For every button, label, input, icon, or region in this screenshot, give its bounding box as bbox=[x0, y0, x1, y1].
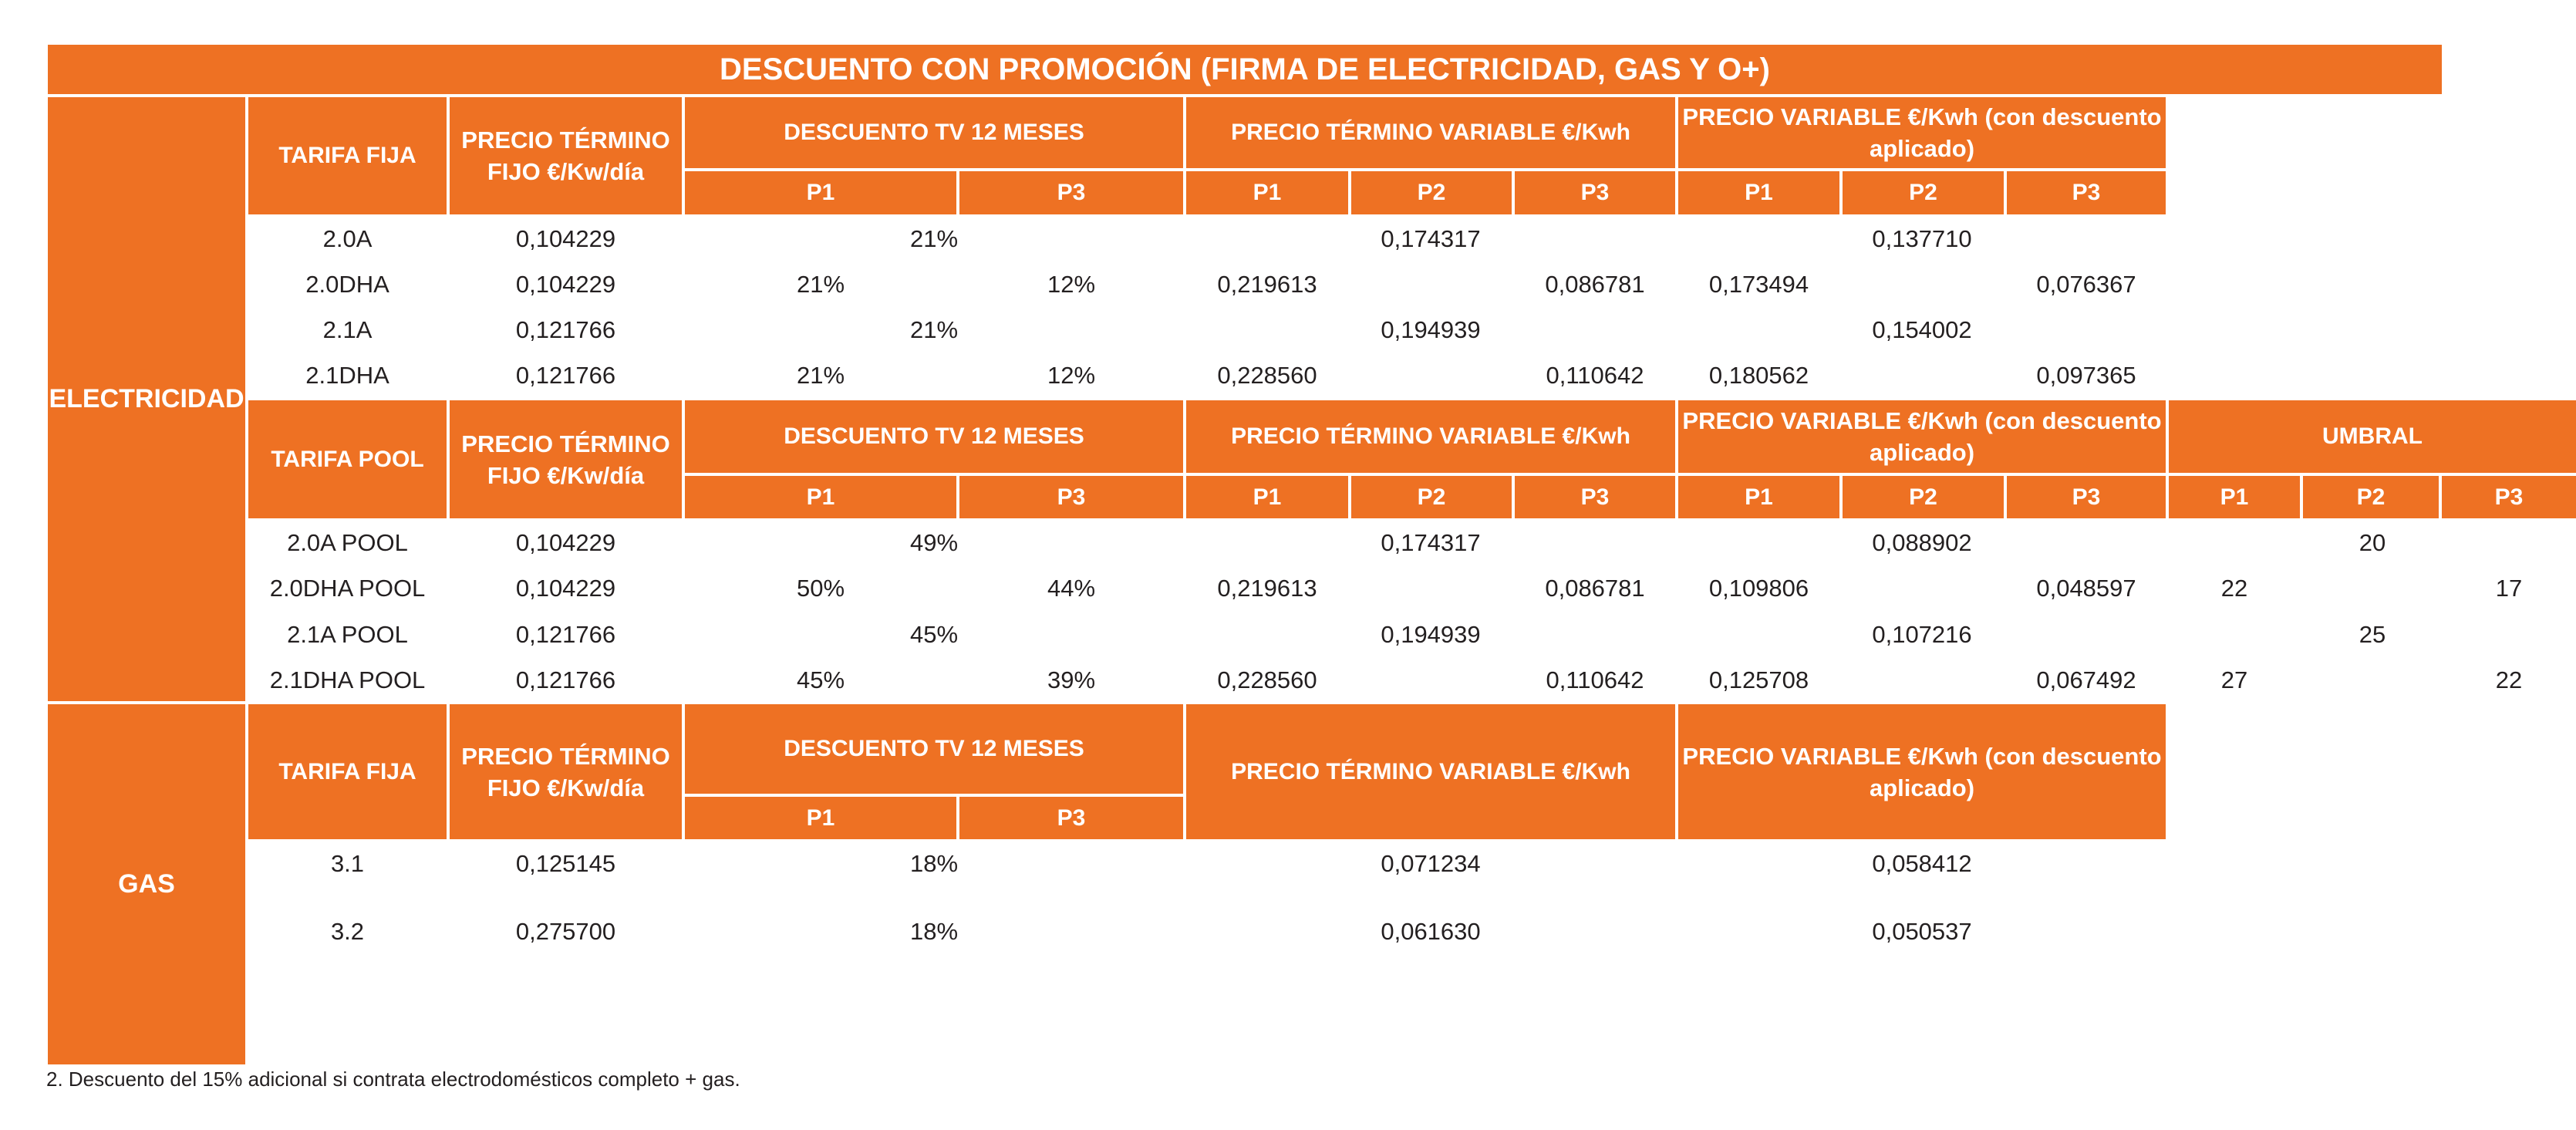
gas-fija-row-tarifa: 3.1 bbox=[248, 842, 447, 885]
elec-pool-row-umbral-p3: 17 bbox=[2442, 567, 2576, 610]
gas-fija-row-precio-fijo: 0,125145 bbox=[450, 842, 682, 885]
header-p1: P1 bbox=[685, 476, 956, 518]
elec-pool-row-umbral: 20 bbox=[2169, 521, 2576, 564]
elec-fija-row-tarifa: 2.0DHA bbox=[248, 264, 447, 305]
elec-fija-row-precio-fijo: 0,104229 bbox=[450, 264, 682, 305]
elec-fija-row-variable-p2 bbox=[1351, 354, 1512, 397]
elec-pool-row-variable-p2 bbox=[1351, 567, 1512, 610]
header-p1: P1 bbox=[1186, 476, 1348, 518]
header-precio-fijo: PRECIO TÉRMINO FIJO €/Kw/día bbox=[450, 704, 682, 839]
header-precio-descuento: PRECIO VARIABLE €/Kwh (con descuento aplicado) bbox=[1678, 400, 2166, 473]
header-p3: P3 bbox=[1515, 476, 1675, 518]
gas-fija-row-descuento: 18% bbox=[685, 842, 1183, 885]
header-p3: P3 bbox=[1515, 171, 1675, 214]
elec-pool-row-descuento-p3: 39% bbox=[959, 659, 1183, 701]
elec-pool-row-precio-descuento: 0,088902 bbox=[1678, 521, 2166, 564]
elec-pool-row-descuento-p1: 50% bbox=[685, 567, 956, 610]
header-p3: P3 bbox=[959, 476, 1183, 518]
elec-fija-row-variable-p1: 0,228560 bbox=[1186, 354, 1348, 397]
gas-fija-row-precio-descuento: 0,058412 bbox=[1678, 842, 2166, 885]
header-tarifa-fija: TARIFA FIJA bbox=[248, 704, 447, 839]
gas-fija-row-tarifa: 3.2 bbox=[248, 889, 447, 974]
elec-pool-row-umbral: 25 bbox=[2169, 613, 2576, 656]
gas-fija-row-precio-fijo: 0,275700 bbox=[450, 889, 682, 974]
elec-pool-row-descuento-p2-precio bbox=[1843, 659, 2004, 701]
elec-fija-row-descuento-p1-precio: 0,173494 bbox=[1678, 264, 1839, 305]
header-p3: P3 bbox=[959, 171, 1183, 214]
elec-pool-row-precio-fijo: 0,121766 bbox=[450, 659, 682, 701]
elec-fija-row-precio-fijo: 0,121766 bbox=[450, 309, 682, 351]
elec-fija-row-precio-fijo: 0,104229 bbox=[450, 218, 682, 261]
elec-fija-row-precio-descuento: 0,154002 bbox=[1678, 309, 2166, 351]
elec-pool-row-tarifa: 2.0A POOL bbox=[248, 521, 447, 564]
elec-pool-row-precio-fijo: 0,121766 bbox=[450, 613, 682, 656]
elec-fija-row-tarifa: 2.1A bbox=[248, 309, 447, 351]
gas-label: GAS bbox=[48, 704, 245, 1064]
elec-fija-row-tarifa: 2.1DHA bbox=[248, 354, 447, 397]
elec-pool-row-precio-descuento: 0,107216 bbox=[1678, 613, 2166, 656]
elec-fija-row-descuento: 21% bbox=[685, 309, 1183, 351]
table-title: DESCUENTO CON PROMOCIÓN (FIRMA DE ELECTRICIDAD, GAS Y O+) bbox=[48, 45, 2442, 94]
elec-pool-row-umbral-p2 bbox=[2303, 659, 2439, 701]
elec-fija-row-precio-variable: 0,194939 bbox=[1186, 309, 1675, 351]
header-precio-variable: PRECIO TÉRMINO VARIABLE €/Kwh bbox=[1186, 400, 1675, 473]
elec-fija-row-precio-fijo: 0,121766 bbox=[450, 354, 682, 397]
header-p1: P1 bbox=[1678, 476, 1839, 518]
elec-pool-row-umbral-p2 bbox=[2303, 567, 2439, 610]
footnote: 2. Descuento del 15% adicional si contrata electrodomésticos completo + gas. bbox=[46, 1068, 740, 1091]
elec-pool-row-umbral-p1: 22 bbox=[2169, 567, 2300, 610]
elec-fija-row-descuento-p3: 12% bbox=[959, 354, 1183, 397]
elec-fija-row-precio-descuento: 0,137710 bbox=[1678, 218, 2166, 261]
elec-pool-row-precio-variable: 0,194939 bbox=[1186, 613, 1675, 656]
elec-pool-row-descuento-p2-precio bbox=[1843, 567, 2004, 610]
header-p2: P2 bbox=[1351, 171, 1512, 214]
header-p3: P3 bbox=[2007, 171, 2166, 214]
header-precio-fijo: PRECIO TÉRMINO FIJO €/Kw/día bbox=[450, 400, 682, 518]
elec-fija-row-variable-p3: 0,086781 bbox=[1515, 264, 1675, 305]
elec-pool-row-variable-p1: 0,219613 bbox=[1186, 567, 1348, 610]
header-precio-descuento: PRECIO VARIABLE €/Kwh (con descuento aplicado) bbox=[1678, 97, 2166, 168]
elec-pool-row-precio-fijo: 0,104229 bbox=[450, 567, 682, 610]
elec-fija-row-descuento-p1: 21% bbox=[685, 264, 956, 305]
elec-pool-row-variable-p3: 0,110642 bbox=[1515, 659, 1675, 701]
elec-pool-row-precio-fijo: 0,104229 bbox=[450, 521, 682, 564]
elec-pool-row-precio-variable: 0,174317 bbox=[1186, 521, 1675, 564]
elec-fija-row-descuento-p3-precio: 0,076367 bbox=[2007, 264, 2166, 305]
electricidad-label: ELECTRICIDAD bbox=[48, 97, 245, 701]
elec-pool-row-descuento-p3: 44% bbox=[959, 567, 1183, 610]
gas-fija-row-descuento: 18% bbox=[685, 889, 1183, 974]
header-p2: P2 bbox=[1843, 476, 2004, 518]
elec-pool-row-descuento-p3-precio: 0,048597 bbox=[2007, 567, 2166, 610]
elec-pool-row-descuento: 45% bbox=[685, 613, 1183, 656]
header-descuento: DESCUENTO TV 12 MESES bbox=[685, 704, 1183, 794]
elec-pool-row-umbral-p3: 22 bbox=[2442, 659, 2576, 701]
elec-pool-row-tarifa: 2.0DHA POOL bbox=[248, 567, 447, 610]
header-tarifa-pool: TARIFA POOL bbox=[248, 400, 447, 518]
header-descuento: DESCUENTO TV 12 MESES bbox=[685, 400, 1183, 473]
header-p3: P3 bbox=[959, 797, 1183, 839]
elec-fija-row-tarifa: 2.0A bbox=[248, 218, 447, 261]
elec-fija-row-precio-variable: 0,174317 bbox=[1186, 218, 1675, 261]
header-p2: P2 bbox=[2303, 476, 2439, 518]
header-p1: P1 bbox=[685, 171, 956, 214]
elec-pool-row-descuento-p1-precio: 0,109806 bbox=[1678, 567, 1839, 610]
elec-pool-row-descuento: 49% bbox=[685, 521, 1183, 564]
elec-pool-row-variable-p2 bbox=[1351, 659, 1512, 701]
elec-fija-row-variable-p1: 0,219613 bbox=[1186, 264, 1348, 305]
elec-fija-row-descuento-p2-precio bbox=[1843, 354, 2004, 397]
header-precio-fijo: PRECIO TÉRMINO FIJO €/Kw/día bbox=[450, 97, 682, 214]
header-p1: P1 bbox=[685, 797, 956, 839]
header-p3: P3 bbox=[2442, 476, 2576, 518]
header-p1: P1 bbox=[2169, 476, 2300, 518]
elec-fija-row-variable-p2 bbox=[1351, 264, 1512, 305]
elec-fija-row-variable-p3: 0,110642 bbox=[1515, 354, 1675, 397]
header-precio-descuento: PRECIO VARIABLE €/Kwh (con descuento aplicado) bbox=[1678, 704, 2166, 839]
gas-fija-row-precio-variable: 0,061630 bbox=[1186, 889, 1675, 974]
elec-pool-row-descuento-p1: 45% bbox=[685, 659, 956, 701]
elec-fija-row-descuento-p3: 12% bbox=[959, 264, 1183, 305]
header-precio-variable: PRECIO TÉRMINO VARIABLE €/Kwh bbox=[1186, 97, 1675, 168]
elec-fija-row-descuento-p1-precio: 0,180562 bbox=[1678, 354, 1839, 397]
header-p2: P2 bbox=[1351, 476, 1512, 518]
header-precio-variable: PRECIO TÉRMINO VARIABLE €/Kwh bbox=[1186, 704, 1675, 839]
gas-fija-row-precio-variable: 0,071234 bbox=[1186, 842, 1675, 885]
elec-fija-row-descuento: 21% bbox=[685, 218, 1183, 261]
header-p1: P1 bbox=[1678, 171, 1839, 214]
header-umbral: UMBRAL bbox=[2169, 400, 2576, 473]
header-descuento: DESCUENTO TV 12 MESES bbox=[685, 97, 1183, 168]
header-p2: P2 bbox=[1843, 171, 2004, 214]
elec-pool-row-variable-p1: 0,228560 bbox=[1186, 659, 1348, 701]
elec-fija-row-descuento-p1: 21% bbox=[685, 354, 956, 397]
elec-pool-row-umbral-p1: 27 bbox=[2169, 659, 2300, 701]
header-p1: P1 bbox=[1186, 171, 1348, 214]
elec-pool-row-variable-p3: 0,086781 bbox=[1515, 567, 1675, 610]
elec-pool-row-descuento-p1-precio: 0,125708 bbox=[1678, 659, 1839, 701]
header-tarifa-fija: TARIFA FIJA bbox=[248, 97, 447, 214]
elec-fija-row-descuento-p2-precio bbox=[1843, 264, 2004, 305]
elec-fija-row-descuento-p3-precio: 0,097365 bbox=[2007, 354, 2166, 397]
gas-fija-row-precio-descuento: 0,050537 bbox=[1678, 889, 2166, 974]
header-p3: P3 bbox=[2007, 476, 2166, 518]
elec-pool-row-descuento-p3-precio: 0,067492 bbox=[2007, 659, 2166, 701]
elec-pool-row-tarifa: 2.1A POOL bbox=[248, 613, 447, 656]
elec-pool-row-tarifa: 2.1DHA POOL bbox=[248, 659, 447, 701]
